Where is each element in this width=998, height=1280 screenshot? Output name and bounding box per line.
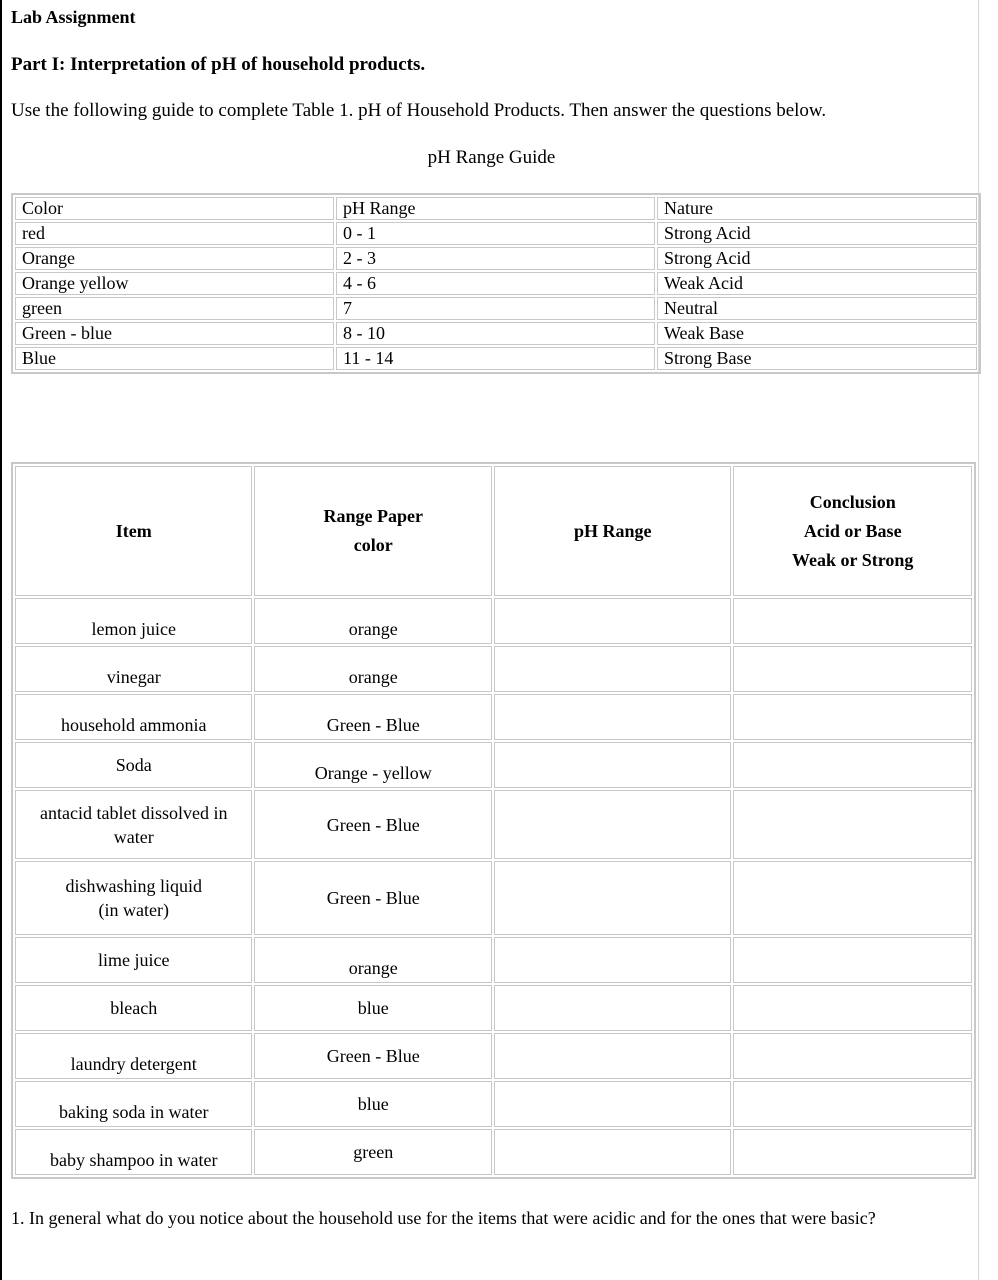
ph-range-input-cell[interactable]	[494, 937, 731, 983]
guide-cell-nature: Strong Acid	[657, 247, 977, 270]
guide-cell-nature: Strong Base	[657, 347, 977, 370]
guide-cell-range: 7	[336, 297, 655, 320]
item-cell: lemon juice	[15, 598, 252, 644]
guide-cell-color: Orange yellow	[15, 272, 334, 295]
table-row	[15, 790, 972, 859]
guide-cell-range: pH Range	[336, 197, 655, 220]
ph-range-guide-table	[11, 193, 981, 374]
header-conclusion-line2: Acid or Base	[803, 520, 902, 541]
guide-row	[15, 297, 977, 320]
guide-cell-color: Color	[15, 197, 334, 220]
guide-row	[15, 322, 977, 345]
table-row	[15, 598, 972, 644]
household-products-table	[11, 462, 976, 1179]
item-cell: laundry detergent	[15, 1033, 252, 1079]
ph-range-input-cell[interactable]	[494, 1129, 731, 1175]
header-conclusion-line1: Conclusion	[809, 491, 896, 512]
guide-row	[15, 347, 977, 370]
guide-row	[15, 247, 977, 270]
item-cell: antacid tablet dissolved in water	[15, 790, 252, 859]
ph-range-input-cell[interactable]	[494, 985, 731, 1031]
guide-cell-range: 2 - 3	[336, 247, 655, 270]
paper-color-cell: Green - Blue	[254, 1033, 491, 1079]
guide-cell-range: 8 - 10	[336, 322, 655, 345]
paper-color-cell: green	[254, 1129, 491, 1175]
header-conclusion	[733, 466, 972, 596]
document-title: Lab Assignment	[11, 7, 136, 27]
instructions-text: Use the following guide to complete Table 1. pH of Household Products. Then answer the questions below.	[11, 100, 827, 121]
guide-cell-nature: Neutral	[657, 297, 977, 320]
conclusion-input-cell[interactable]	[733, 694, 972, 740]
paper-color-cell: Green - Blue	[254, 790, 491, 859]
table-row	[15, 1129, 972, 1175]
table-row	[15, 1033, 972, 1079]
paper-color-cell: Green - Blue	[254, 861, 491, 935]
ph-range-input-cell[interactable]	[494, 1081, 731, 1127]
paper-color-cell: blue	[254, 985, 491, 1031]
paper-color-cell: blue	[254, 1081, 491, 1127]
ph-range-input-cell[interactable]	[494, 790, 731, 859]
ph-range-input-cell[interactable]	[494, 646, 731, 692]
guide-row	[15, 222, 977, 245]
item-line2: (in water)	[98, 900, 169, 920]
header-item: Item	[15, 466, 252, 596]
guide-cell-color: red	[15, 222, 334, 245]
paper-color-cell: Orange - yellow	[254, 742, 491, 788]
item-cell: baby shampoo in water	[15, 1129, 252, 1175]
table-row	[15, 694, 972, 740]
guide-cell-nature: Weak Base	[657, 322, 977, 345]
conclusion-input-cell[interactable]	[733, 985, 972, 1031]
header-range-paper-line2: color	[353, 535, 393, 555]
guide-header-row	[15, 197, 977, 220]
guide-cell-color: Green - blue	[15, 322, 334, 345]
conclusion-input-cell[interactable]	[733, 1129, 972, 1175]
guide-cell-color: Orange	[15, 247, 334, 270]
ph-range-input-cell[interactable]	[494, 1033, 731, 1079]
table-row	[15, 861, 972, 935]
header-range-paper-color	[254, 466, 491, 596]
conclusion-input-cell[interactable]	[733, 1081, 972, 1127]
conclusion-input-cell[interactable]	[733, 598, 972, 644]
guide-cell-nature: Nature	[657, 197, 977, 220]
item-cell: baking soda in water	[15, 1081, 252, 1127]
paper-color-cell: orange	[254, 598, 491, 644]
guide-cell-range: 11 - 14	[336, 347, 655, 370]
paper-color-cell: orange	[254, 937, 491, 983]
guide-cell-color: green	[15, 297, 334, 320]
item-cell: lime juice	[15, 937, 252, 983]
guide-cell-range: 0 - 1	[336, 222, 655, 245]
guide-row	[15, 272, 977, 295]
conclusion-input-cell[interactable]	[733, 861, 972, 935]
ph-range-input-cell[interactable]	[494, 598, 731, 644]
product-header-row	[15, 466, 972, 596]
table-row	[15, 646, 972, 692]
ph-range-input-cell[interactable]	[494, 742, 731, 788]
right-page-edge	[978, 0, 979, 1280]
part-heading: Part I: Interpretation of pH of household products.	[11, 54, 426, 75]
header-range-paper-line1: Range Paper	[323, 506, 423, 526]
header-ph-range: pH Range	[494, 466, 731, 596]
item-cell: bleach	[15, 985, 252, 1031]
guide-cell-color: Blue	[15, 347, 334, 370]
guide-caption: pH Range Guide	[427, 147, 556, 168]
guide-cell-nature: Weak Acid	[657, 272, 977, 295]
header-conclusion-line3: Weak or Strong	[792, 549, 914, 570]
item-cell: vinegar	[15, 646, 252, 692]
item-line1: dishwashing liquid	[65, 876, 202, 896]
left-border-rule	[0, 0, 2, 1280]
conclusion-input-cell[interactable]	[733, 1033, 972, 1079]
conclusion-input-cell[interactable]	[733, 742, 972, 788]
table-row	[15, 742, 972, 788]
item-cell: household ammonia	[15, 694, 252, 740]
ph-range-input-cell[interactable]	[494, 694, 731, 740]
question-1: 1. In general what do you notice about the household use for the items that were acidic and for the ones that were basic?	[11, 1208, 876, 1228]
paper-color-cell: orange	[254, 646, 491, 692]
item-cell: Soda	[15, 742, 252, 788]
table-row	[15, 985, 972, 1031]
table-row	[15, 1081, 972, 1127]
conclusion-input-cell[interactable]	[733, 646, 972, 692]
guide-cell-range: 4 - 6	[336, 272, 655, 295]
paper-color-cell: Green - Blue	[254, 694, 491, 740]
conclusion-input-cell[interactable]	[733, 937, 972, 983]
conclusion-input-cell[interactable]	[733, 790, 972, 859]
ph-range-input-cell[interactable]	[494, 861, 731, 935]
table-row	[15, 937, 972, 983]
guide-cell-nature: Strong Acid	[657, 222, 977, 245]
item-cell	[15, 861, 252, 935]
